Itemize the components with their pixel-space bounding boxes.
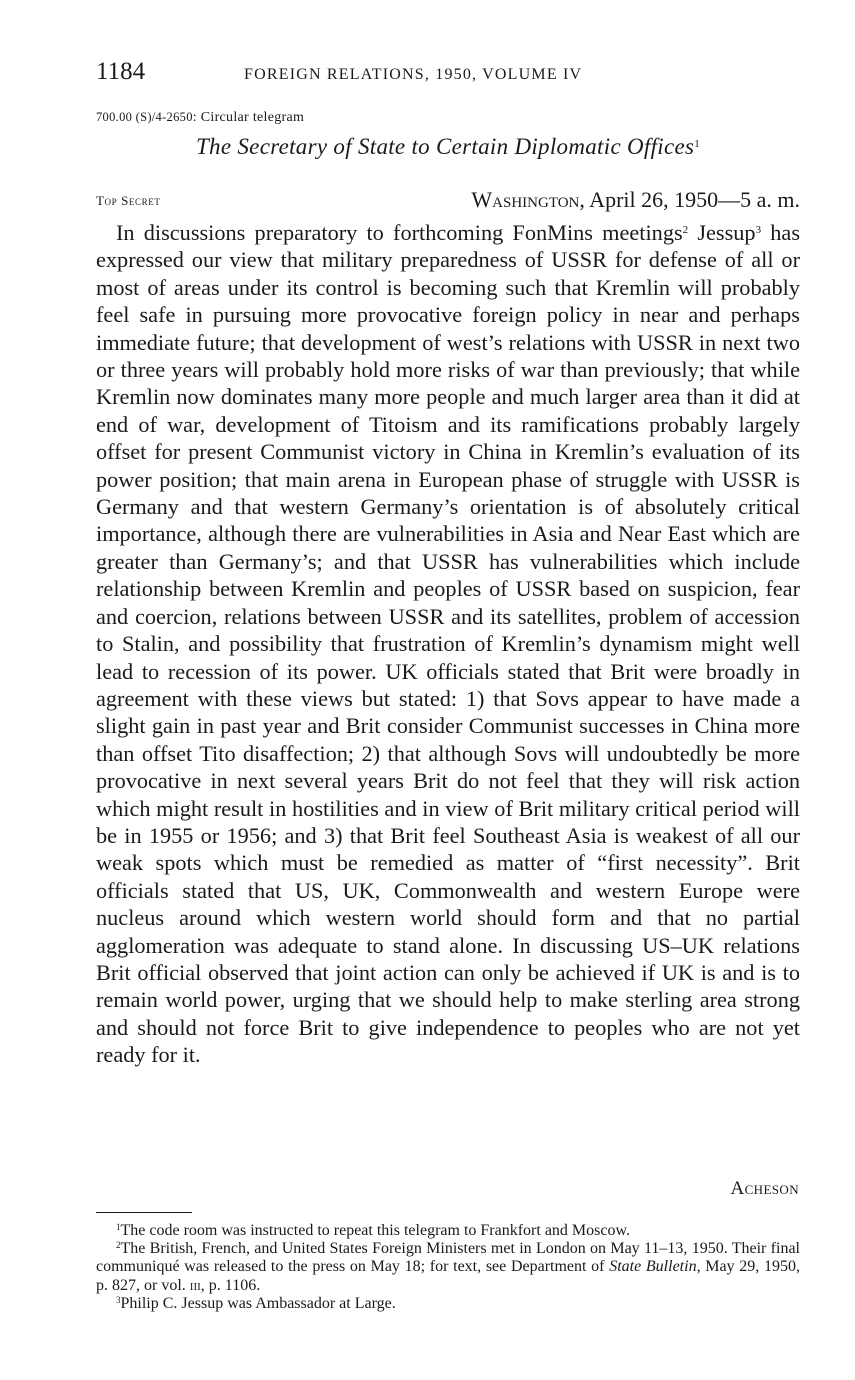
footnote-number: 2 — [116, 1240, 121, 1251]
body-text-1: In discussions preparatory to forthcoming FonMins meetings — [116, 220, 683, 245]
footnote-number: 1 — [116, 1222, 121, 1232]
document-file-number — [96, 110, 304, 126]
classification: Top Secret — [96, 193, 161, 208]
footnote-text: , p. 1106. — [200, 1276, 261, 1294]
footnotes — [96, 1222, 800, 1313]
body-text-2: Jessup — [688, 220, 756, 245]
body-text-3: has expressed our view that military preparedness of USSR for defense of all or most of areas under its control is becoming such that Kremlin will probably feel safe in pursuing more provocative foreign policy in near and perhaps immediate future; that development of west’s relations with USSR in next two or three years will probably hold more risks of war than previously; that while Kremlin now dominates many more people and much larger area than it did at end of war, development of Titoism and its ramifications probably largely offset for present Communist victory in China in Kremlin’s evaluation of its power position; that main arena in European phase of struggle with USSR is Germany and that western Germany’s orientation is of absolutely critical importance, although there are vulnerabilities in Asia and Near East which are greater than Germany’s; and that USSR has vulnerabilities which include relationship between Kremlin and peoples of USSR based on suspicion, fear and coercion, relations between USSR and its satellites, problem of accession to Stalin, and possibility that frustration of Kremlin’s dynamism might well lead to recession of its power. UK officials stated that Brit were broadly in agreement with these views but stated: 1) that Sovs appear to have made a slight gain in past year and Brit consider Communist successes in China more than offset Tito disaffection; 2) that although Sovs will undoubtedly be more provocative in next several years Brit do not feel that they will risk action which might result in hostilities and in view of Brit military critical period will be in 1955 or 1956; and 3) that Brit feel Southeast Asia is weakest of all our weak spots which must be remedied as matter of “first necessity”. Brit officials stated that US, UK, Commonwealth and western Europe were nucleus around which western world should form and that no partial agglomeration was adequate to stand alone. In discussing US–UK relations Brit official observed that joint action can only be achieved if UK is and is to remain world power, urging that we should help to make sterling area strong and should not force Brit to give independence to peoples who are not yet ready for it. — [96, 220, 801, 1068]
title-text: The Secretary of State to Certain Diplomatic Offices — [195, 134, 695, 159]
footnote-ref-1: 1 — [694, 138, 701, 150]
footnote-text: The British, French, and United States Foreign Ministers met in London on May 11–13, 1950. Their final communiqué was released to the press on May 18; for text, see Department of — [96, 1240, 800, 1276]
footnote-text: The code room was instructed to repeat this telegram to Frankfort and Moscow. — [120, 1222, 630, 1239]
volume-number: iii — [189, 1276, 201, 1294]
place: Washington — [471, 187, 580, 212]
footnote-text: Philip C. Jessup was Ambassador at Large. — [120, 1294, 396, 1312]
file-number: 700.00 (S)/4-2650 — [96, 110, 193, 124]
footnote-number: 3 — [116, 1294, 121, 1305]
footnote — [96, 1295, 800, 1313]
running-head: FOREIGN RELATIONS, 1950, VOLUME IV — [244, 66, 583, 83]
dateline — [96, 187, 800, 217]
footnote-rule — [96, 1212, 192, 1213]
file-type: : Circular telegram — [192, 110, 305, 125]
telegram-body — [96, 219, 800, 1069]
footnote-ref-3: 3 — [755, 224, 762, 236]
footnote-ref-2: 2 — [682, 224, 689, 236]
footnote — [96, 1240, 800, 1295]
document-title — [96, 134, 800, 160]
place-date — [471, 187, 800, 213]
page-header — [96, 58, 800, 94]
signature: Acheson — [730, 1178, 799, 1199]
footnote-text: , May 29, 1950, p. 827, or vol. — [96, 1258, 801, 1294]
date: , April 26, 1950—5 a. m. — [579, 187, 800, 212]
page-number: 1184 — [96, 58, 146, 85]
footnote — [96, 1222, 800, 1240]
publication-title: State Bulletin — [609, 1258, 697, 1276]
